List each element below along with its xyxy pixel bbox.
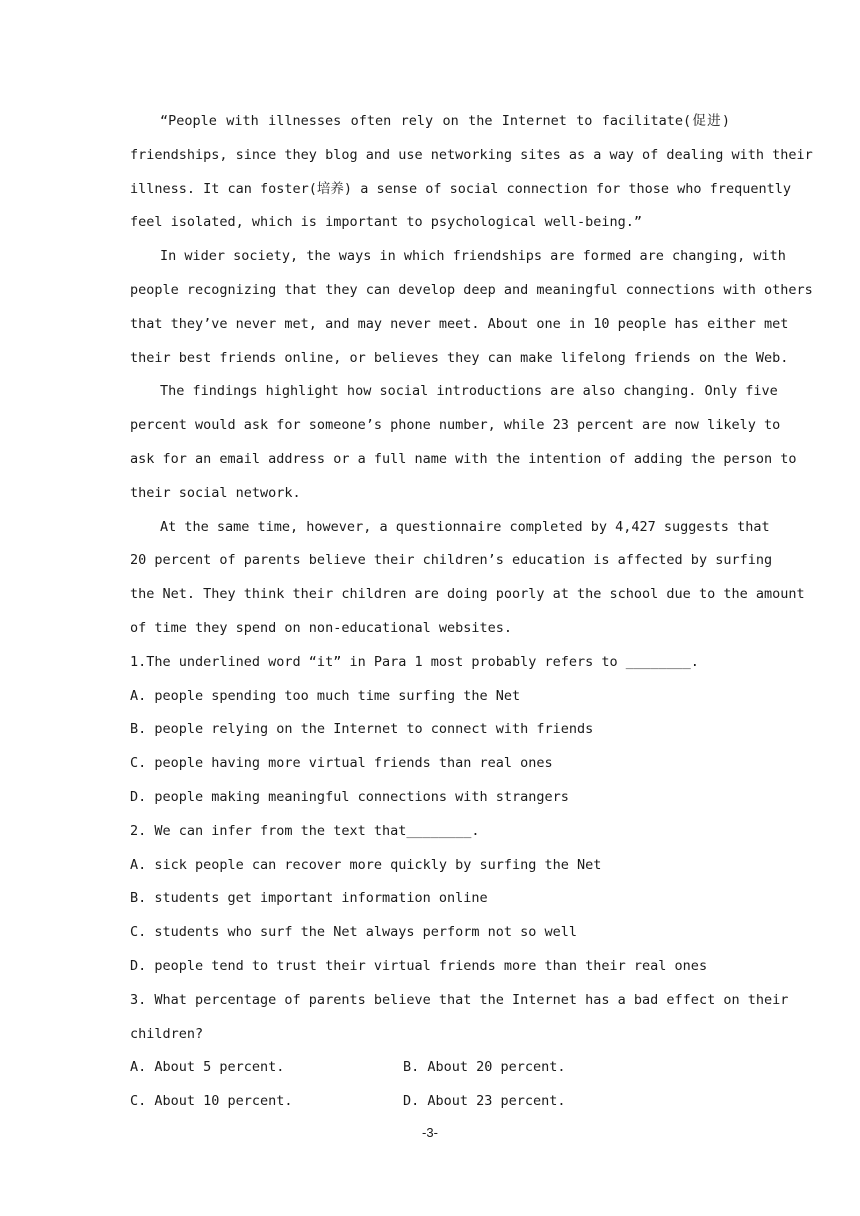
answer-option-a: A. sick people can recover more quickly by surfing the Net xyxy=(130,856,602,873)
passage-paragraph-3 xyxy=(130,375,797,510)
options-row xyxy=(130,1051,730,1085)
text-line: their social network. xyxy=(130,484,301,501)
text-line: percent would ask for someone’s phone number, while 23 percent are now likely to xyxy=(130,417,781,434)
answer-option-c: C. people having more virtual friends than real ones xyxy=(130,755,553,772)
question-stem: 2. We can infer from the text that________. xyxy=(130,822,480,839)
text-line: At the same time, however, a questionnaire completed by 4,427 suggests that xyxy=(160,518,770,535)
passage-paragraph-1 xyxy=(130,105,813,240)
passage-paragraph-4 xyxy=(130,511,805,646)
text-line: their best friends online, or believes they can make lifelong friends on the Web. xyxy=(130,349,789,366)
answer-option-b: B. students get important information online xyxy=(130,890,488,907)
passage-paragraph-2 xyxy=(130,240,813,375)
question-3 xyxy=(130,984,789,1119)
answer-option-a: A. About 5 percent. xyxy=(130,1059,285,1076)
text-line: of time they spend on non-educational websites. xyxy=(130,619,513,636)
text-line: the Net. They think their children are doing poorly at the school due to the amount xyxy=(130,586,805,603)
answer-option-d: D. people making meaningful connections with strangers xyxy=(130,788,569,805)
text-line: friendships, since they blog and use networking sites as a way of dealing with their xyxy=(130,146,813,163)
question-stem: 3. What percentage of parents believe that the Internet has a bad effect on their xyxy=(130,991,789,1008)
question-1 xyxy=(130,646,730,815)
question-2 xyxy=(130,815,730,984)
question-stem: children? xyxy=(130,1025,204,1042)
text-line: that they’ve never met, and may never meet. About one in 10 people has either met xyxy=(130,315,789,332)
document-body xyxy=(130,105,813,1119)
page-number: -3- xyxy=(422,1125,438,1140)
text-line: feel isolated, which is important to psychological well-being.” xyxy=(130,214,643,231)
answer-option-d: D. people tend to trust their virtual friends more than their real ones xyxy=(130,957,708,974)
text-line: 20 percent of parents believe their children’s education is affected by surfing xyxy=(130,552,773,569)
answer-option-b: B. About 20 percent. xyxy=(403,1059,566,1076)
text-line: The findings highlight how social introductions are also changing. Only five xyxy=(160,383,778,400)
answer-option-a: A. people spending too much time surfing the Net xyxy=(130,687,521,704)
text-line: “People with illnesses often rely on the Internet to facilitate(促进) xyxy=(160,113,730,129)
question-stem: 1.The underlined word “it” in Para 1 most probably refers to ________. xyxy=(130,653,699,670)
text-line: people recognizing that they can develop deep and meaningful connections with others xyxy=(130,281,813,298)
answer-option-d: D. About 23 percent. xyxy=(403,1093,566,1110)
text-line: illness. It can foster(培养) a sense of social connection for those who frequently xyxy=(130,180,791,197)
answer-option-c: C. students who surf the Net always perform not so well xyxy=(130,924,578,941)
text-line: ask for an email address or a full name with the intention of adding the person to xyxy=(130,450,797,467)
answer-option-b: B. people relying on the Internet to connect with friends xyxy=(130,721,594,738)
text-line: In wider society, the ways in which friendships are formed are changing, with xyxy=(160,248,786,265)
answer-option-c: C. About 10 percent. xyxy=(130,1093,293,1110)
options-row xyxy=(130,1085,730,1119)
